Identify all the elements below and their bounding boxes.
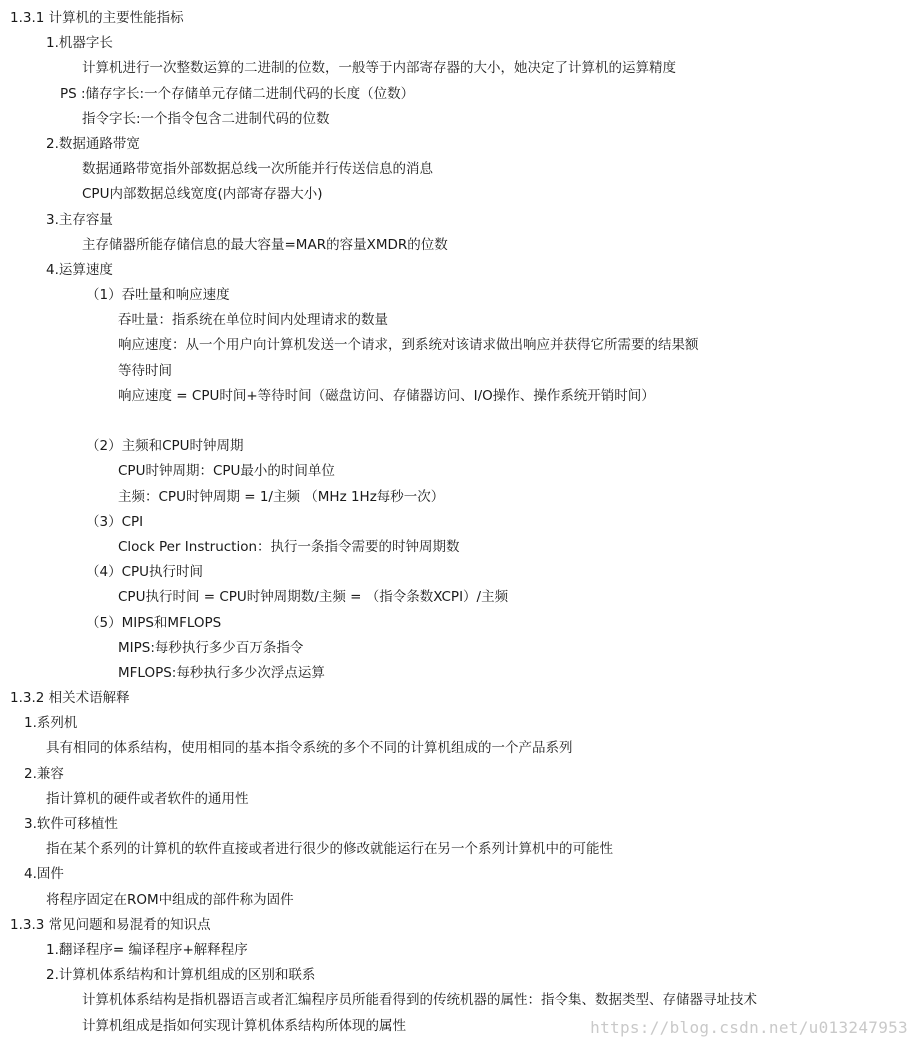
- text-line: 具有相同的体系结构，使用相同的基本指令系统的多个不同的计算机组成的一个产品系列: [46, 740, 573, 757]
- section-heading: 1.3.2 相关术语解释: [10, 690, 130, 707]
- text-line: 指计算机的硬件或者软件的通用性: [46, 790, 249, 807]
- text-line: 数据通路带宽指外部数据总线一次所能并行传送信息的消息: [82, 161, 433, 178]
- text-line: 吞吐量：指系统在单位时间内处理请求的数量: [118, 312, 388, 329]
- text-line: CPU执行时间 = CPU时钟周期数/主频 = （指令条数XCPI）/主频: [118, 589, 509, 606]
- text-line: 响应速度 = CPU时间+等待时间（磁盘访问、存储器访问、I/O操作、操作系统开销时间）: [118, 387, 655, 404]
- subsection-heading: 1.翻译程序= 编译程序+解释程序: [46, 941, 248, 958]
- text-line: 主存储器所能存储信息的最大容量=MAR的容量XMDR的位数: [82, 236, 448, 253]
- subsection-heading: 2.兼容: [24, 765, 64, 782]
- subsection-heading: 2.数据通路带宽: [46, 135, 140, 152]
- text-line: 计算机进行一次整数运算的二进制的位数，一般等于内部寄存器的大小，她决定了计算机的运算精度: [82, 60, 676, 77]
- section-heading: 1.3.3 常见问题和易混肴的知识点: [10, 916, 211, 933]
- subsection-heading: 3.主存容量: [46, 211, 113, 228]
- ps-note: PS :储存字长:一个存储单元存储二进制代码的长度（位数）: [60, 85, 415, 102]
- text-line: CPU内部数据总线宽度(内部寄存器大小): [82, 186, 323, 203]
- text-line: Clock Per Instruction：执行一条指令需要的时钟周期数: [118, 538, 460, 555]
- text-line: 响应速度：从一个用户向计算机发送一个请求，到系统对该请求做出响应并获得它所需要的结果额: [118, 337, 699, 354]
- sub-item-heading: （3）CPI: [86, 513, 144, 530]
- sub-item-heading: （1）吞吐量和响应速度: [86, 287, 230, 304]
- section-heading: 1.3.1 计算机的主要性能指标: [10, 10, 184, 26]
- text-line: 指在某个系列的计算机的软件直接或者进行很少的修改就能运行在另一个系列计算机中的可能性: [46, 841, 613, 858]
- text-line: 计算机组成是指如何实现计算机体系结构所体现的属性: [82, 1017, 406, 1034]
- subsection-heading: 1.系列机: [24, 715, 78, 732]
- document-body: [0, 6, 918, 1039]
- watermark-url: https://blog.csdn.net/u013247953: [590, 1018, 908, 1037]
- sub-item-heading: （2）主频和CPU时钟周期: [86, 438, 244, 455]
- text-line: 等待时间: [118, 362, 172, 379]
- text-line: 指令字长:一个指令包含二进制代码的位数: [82, 110, 330, 127]
- subsection-heading: 4.固件: [24, 866, 64, 883]
- sub-item-heading: （5）MIPS和MFLOPS: [86, 614, 222, 631]
- subsection-heading: 3.软件可移植性: [24, 816, 118, 832]
- text-line: CPU时钟周期：CPU最小的时间单位: [118, 463, 335, 480]
- text-line: MFLOPS:每秒执行多少次浮点运算: [118, 664, 325, 681]
- text-line: 主频：CPU时钟周期 = 1/主频 （MHz 1Hz每秒一次）: [118, 488, 445, 505]
- text-line: 计算机体系结构是指机器语言或者汇编程序员所能看得到的传统机器的属性：指令集、数据类型、存储器寻址技术: [82, 992, 757, 1009]
- subsection-heading: 2.计算机体系结构和计算机组成的区别和联系: [46, 967, 316, 984]
- subsection-heading: 1.机器字长: [46, 35, 113, 52]
- blank-line: [0, 409, 918, 434]
- subsection-heading: 4.运算速度: [46, 261, 113, 278]
- sub-item-heading: （4）CPU执行时间: [86, 564, 204, 581]
- text-line: 将程序固定在ROM中组成的部件称为固件: [46, 891, 294, 908]
- text-line: MIPS:每秒执行多少百万条指令: [118, 639, 304, 656]
